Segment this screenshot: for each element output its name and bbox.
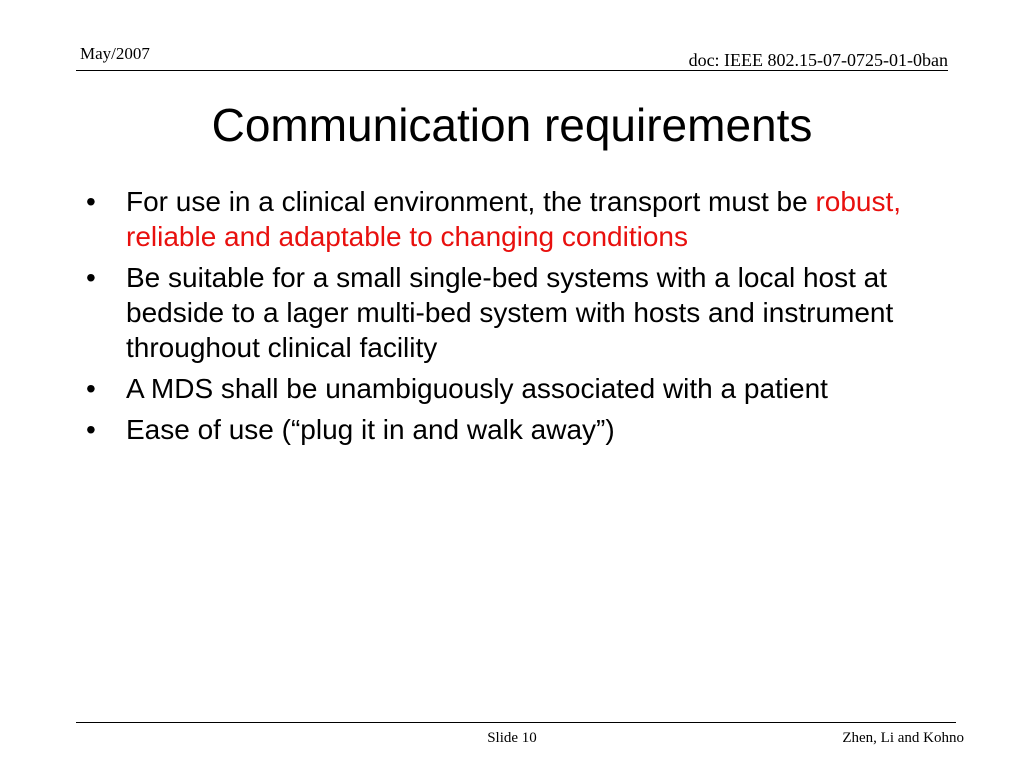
bullet-text: Be suitable for a small single-bed systems with a local host at bedside to a lager multi-bed system with hosts and instrument throughout clinical facility [126, 262, 894, 363]
footer-divider [76, 722, 956, 723]
bullet-item-transport [86, 184, 956, 254]
header-doc-id: doc: IEEE 802.15-07-0725-01-0ban [688, 50, 948, 70]
bullet-item-scalability [86, 260, 956, 365]
bullet-point: • [86, 262, 96, 293]
bullet-point: • [86, 186, 96, 217]
bullet-item-ease-of-use [86, 412, 956, 447]
bullet-point: • [86, 414, 96, 445]
bullet-highlight-text: robust, reliable and adaptable to changing conditions [126, 186, 902, 252]
header-divider [76, 70, 948, 71]
bullet-point: • [86, 373, 96, 404]
bullet-list [86, 184, 956, 453]
header-date: May/2007 [80, 44, 150, 63]
bullet-item-patient-association [86, 371, 956, 406]
slide-title: Communication requirements [211, 99, 813, 151]
bullet-text: Ease of use (“plug it in and walk away”) [126, 414, 615, 445]
bullet-text: A MDS shall be unambiguously associated with a patient [126, 373, 828, 404]
slide-number: Slide 10 [487, 730, 537, 746]
footer-authors: Zhen, Li and Kohno [842, 730, 964, 746]
bullet-text: For use in a clinical environment, the transport must be [126, 186, 816, 217]
